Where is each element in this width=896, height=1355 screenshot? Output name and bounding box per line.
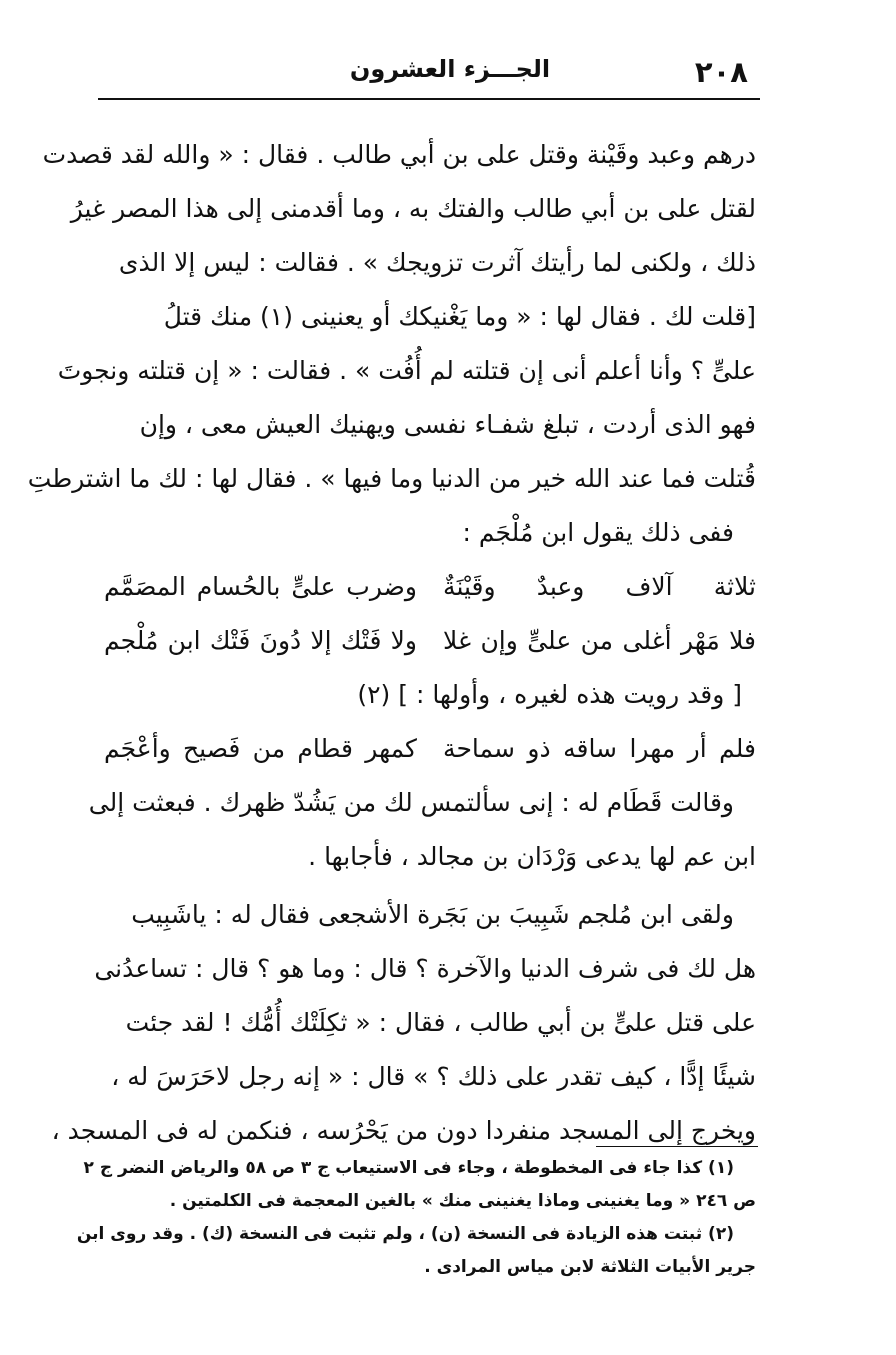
- text-line: على قتل علىٍّ بن أبي طالب ، فقال : « ثكِلَتْك أُمُّك ! لقد جئت: [125, 1008, 756, 1037]
- verse-first-hemistich: فلم أر مهرا ساقه ذو سماحة: [443, 734, 756, 763]
- footnote-1-continued: ص ٢٤٦ « وما يغنينى وماذا يغنينى منك » بالغين المعجمة فى الكلمتين .: [169, 1191, 756, 1211]
- verse-second-hemistich: وضرب علىٍّ بالحُسام المصَمَّم: [104, 572, 417, 601]
- footnote-divider: [596, 1146, 758, 1147]
- header-divider: [98, 98, 760, 100]
- verse-second-hemistich: كمهر قطام من فَصيح وأعْجَم: [104, 734, 417, 763]
- verse-second-hemistich: ولا فَتْك إلا دُونَ فَتْك ابن مُلْجم: [104, 626, 417, 655]
- text-line: فهو الذى أردت ، تبلغ شفـاء نفسى ويهنيك العيش معى ، وإن: [139, 410, 756, 439]
- text-line: ويخرج إلى المسجد منفردا دون من يَحْرُسه ، فنكمن له فى المسجد ،: [51, 1116, 756, 1145]
- verse-first-hemistich: فلا مَهْر أغلى من علىٍّ وإن غلا: [443, 626, 756, 655]
- running-title: الجـــزء العشرون: [349, 55, 551, 83]
- footnote-2-continued: جرير الأبيات الثلاثة لابن مياس المرادى .: [424, 1257, 756, 1277]
- text-line: وقالت قَطَام له : إنى سألتمس لك من يَشُدّ ظهرك . فبعثت إلى: [88, 788, 734, 817]
- footnote-2: (٢) ثبتت هذه الزيادة فى النسخة (ن) ، ولم تثبت فى النسخة (ك) . وقد روى ابن: [76, 1224, 734, 1244]
- text-line: لقتل على بن أبي طالب والفتك به ، وما أقدمنى إلى هذا المصر غيرُ: [70, 194, 756, 223]
- page-number: ٢٠٨: [694, 55, 748, 89]
- verse-intro: ففى ذلك يقول ابن مُلْجَم :: [462, 518, 734, 547]
- verse-first-hemistich: ثلاثة آلاف وعبدٌ وقَيْنَةٌ: [443, 572, 756, 601]
- verse-2: [104, 614, 756, 668]
- verse-1: [104, 560, 756, 614]
- footnote-1: (١) كذا جاء فى المخطوطة ، وجاء فى الاستيعاب ج ٣ ص ٥٨ والرياض النضر ج ٢: [83, 1158, 734, 1178]
- editorial-note: [ وقد رويت هذه لغيره ، وأولها : ] (٢): [357, 680, 742, 709]
- text-line: درهم وعبد وقَيْنة وقتل على بن أبي طالب . فقال : « والله لقد قصدت: [42, 140, 756, 169]
- text-line: هل لك فى شرف الدنيا والآخرة ؟ قال : وما هو ؟ قال : تساعدُنى: [94, 954, 756, 983]
- text-line: علىٍّ ؟ وأنا أعلم أنى إن قتلته لم أُفُت » . فقالت : « إن قتلته ونجوتَ: [57, 356, 756, 385]
- text-line: ابن عم لها يدعى وَرْدَان بن مجالد ، فأجابها .: [308, 842, 756, 871]
- text-line: شيئًا إدًّا ، كيف تقدر على ذلك ؟ » قال : « إنه رجل لاحَرَسَ له ،: [111, 1062, 756, 1091]
- text-line: ذلك ، ولكنى لما رأيتك آثرت تزويجك » . فقالت : ليس إلا الذى: [118, 248, 756, 277]
- text-line: قُتلت فما عند الله خير من الدنيا وما فيها » . فقال لها : لك ما اشترطتِ: [27, 464, 756, 493]
- footnotes: [76, 1152, 756, 1284]
- text-line: ولقى ابن مُلجم شَبِيبَ بن بَجَرة الأشجعى فقال له : ياشَبِيب: [131, 900, 734, 929]
- main-text: [27, 128, 756, 1158]
- text-line: [قلت لك . فقال لها : « وما يَغْنيكك أو يعنينى (١) منك قتلُ: [163, 302, 756, 331]
- verse-3: [104, 722, 756, 776]
